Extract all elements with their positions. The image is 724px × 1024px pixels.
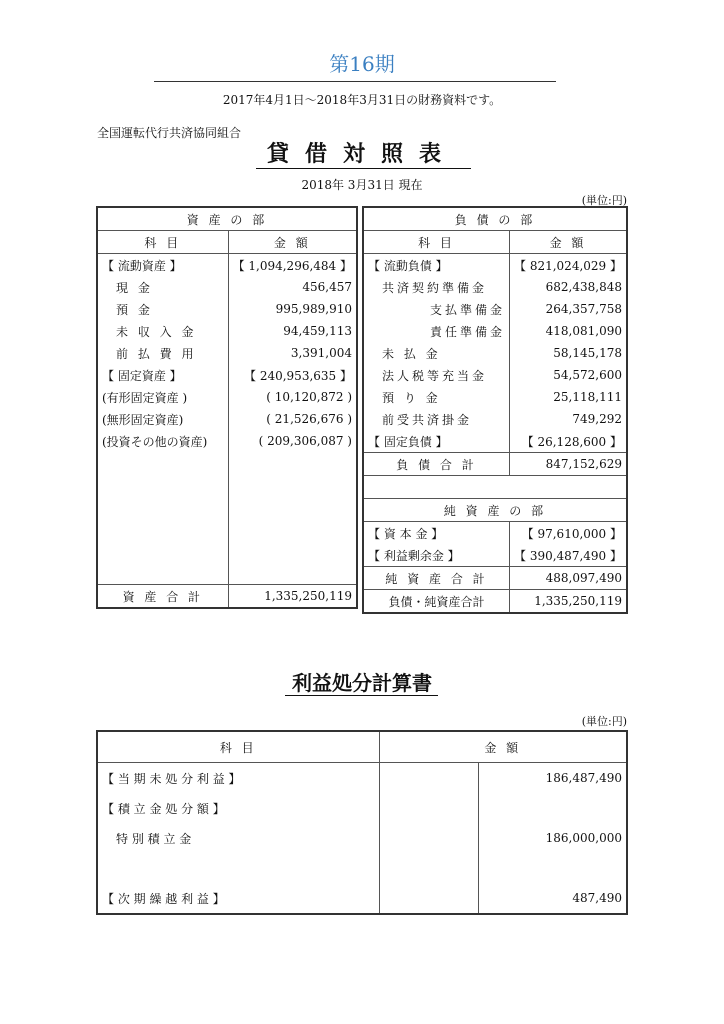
profit-appropriation-title-underline bbox=[285, 695, 438, 696]
row-label: 【 当 期 未 処 分 利 益 】 bbox=[102, 771, 241, 786]
row-label: 前 払 費 用 bbox=[97, 342, 228, 364]
row-label: (投資その他の資産) bbox=[97, 430, 228, 452]
row-amount: 54,572,600 bbox=[553, 368, 622, 382]
table-row bbox=[363, 320, 627, 342]
row-amount: 94,459,113 bbox=[283, 324, 352, 338]
table-row bbox=[363, 408, 627, 430]
row-amount: 25,118,111 bbox=[553, 390, 622, 404]
liab-net-total-row bbox=[363, 590, 627, 614]
row-label: 現 金 bbox=[97, 276, 228, 298]
row-label: 【 固定負債 】 bbox=[363, 430, 510, 453]
row-amount bbox=[478, 793, 627, 823]
row-amount: 58,145,178 bbox=[553, 346, 622, 360]
table-row bbox=[363, 364, 627, 386]
net-assets-total-label: 純 資 産 合 計 bbox=[363, 567, 510, 590]
table-row bbox=[97, 342, 357, 364]
pl-col-amount: 金 額 bbox=[379, 731, 627, 763]
row-label: 【 資 本 金 】 bbox=[363, 522, 510, 545]
balance-sheet-date: 2018年 3月31日 現在 bbox=[301, 178, 423, 192]
row-amount: ( 209,306,087 ) bbox=[258, 434, 352, 448]
row-amount: 749,292 bbox=[572, 412, 622, 426]
profit-appropriation-table bbox=[96, 730, 628, 915]
assets-col-item: 科 目 bbox=[97, 231, 228, 254]
row-label: 法人税等充当金 bbox=[363, 364, 510, 386]
liabilities-total-row bbox=[363, 453, 627, 476]
title-divider bbox=[154, 81, 556, 82]
table-row bbox=[363, 342, 627, 364]
liabilities-section-header: 負 債 の 部 bbox=[363, 207, 627, 231]
row-amount: 【 240,953,635 】 bbox=[244, 368, 352, 383]
row-amount: 3,391,004 bbox=[290, 346, 352, 360]
row-amount: 186,000,000 bbox=[545, 831, 622, 845]
row-label: 未 収 入 金 bbox=[97, 320, 228, 342]
pl-col-item: 科 目 bbox=[97, 731, 379, 763]
table-row bbox=[97, 320, 357, 342]
table-row bbox=[97, 763, 627, 794]
organization-name: 全国運転代行共済協同組合 bbox=[97, 126, 242, 140]
row-amount: ( 10,120,872 ) bbox=[266, 390, 352, 404]
liabilities-total-amount: 847,152,629 bbox=[510, 453, 627, 476]
term-title: 第16期 bbox=[329, 52, 395, 76]
table-row bbox=[97, 364, 357, 386]
assets-col-amount: 金 額 bbox=[228, 231, 357, 254]
table-row bbox=[363, 276, 627, 298]
table-row bbox=[363, 254, 627, 277]
row-amount: 186,487,490 bbox=[545, 771, 622, 785]
table-row bbox=[97, 793, 627, 823]
row-label: 【 流動資産 】 bbox=[97, 254, 228, 277]
table-row bbox=[97, 430, 357, 452]
table-row bbox=[97, 386, 357, 408]
row-label: 特 別 積 立 金 bbox=[116, 831, 192, 846]
table-row bbox=[363, 544, 627, 567]
row-amount bbox=[478, 853, 627, 883]
assets-total-row bbox=[97, 585, 357, 609]
table-row bbox=[97, 853, 627, 883]
row-amount: 【 26,128,600 】 bbox=[521, 434, 622, 449]
liabilities-col-item: 科 目 bbox=[363, 231, 510, 254]
table-row bbox=[363, 430, 627, 453]
row-amount: 【 1,094,296,484 】 bbox=[232, 258, 352, 273]
table-row bbox=[97, 298, 357, 320]
balance-sheet-unit: (単位:円) bbox=[581, 194, 627, 207]
net-assets-total-row bbox=[363, 567, 627, 590]
row-label: 共済契約準備金 bbox=[363, 276, 510, 298]
row-amount: 456,457 bbox=[302, 280, 352, 294]
table-row bbox=[97, 823, 627, 853]
balance-sheet-title: 貸借対照表 bbox=[266, 141, 457, 167]
row-label: 預 金 bbox=[97, 298, 228, 320]
row-amount: 【 390,487,490 】 bbox=[514, 548, 622, 563]
row-label: 【 利益剰余金 】 bbox=[363, 544, 510, 567]
liabilities-col-amount: 金 額 bbox=[510, 231, 627, 254]
net-assets-total-amount: 488,097,490 bbox=[510, 567, 627, 590]
table-row bbox=[363, 298, 627, 320]
row-label bbox=[97, 853, 379, 883]
row-amount: 264,357,758 bbox=[545, 302, 622, 316]
row-label: 【 次 期 繰 越 利 益 】 bbox=[102, 891, 225, 906]
assets-total-amount: 1,335,250,119 bbox=[228, 585, 357, 609]
liabilities-total-label: 負 債 合 計 bbox=[363, 453, 510, 476]
row-amount: 995,989,910 bbox=[275, 302, 352, 316]
table-row bbox=[363, 386, 627, 408]
row-label: 支払準備金 bbox=[363, 298, 510, 320]
profit-appropriation-title: 利益処分計算書 bbox=[292, 671, 432, 695]
row-label: 未 払 金 bbox=[363, 342, 510, 364]
liab-net-total-amount: 1,335,250,119 bbox=[510, 590, 627, 614]
row-label: (有形固定資産 ) bbox=[97, 386, 228, 408]
balance-sheet-title-underline bbox=[256, 168, 471, 169]
row-amount: ( 21,526,676 ) bbox=[266, 412, 352, 426]
liab-net-total-label: 負債・純資産合計 bbox=[363, 590, 510, 614]
row-label: 【 積 立 金 処 分 額 】 bbox=[102, 801, 225, 816]
table-row bbox=[97, 883, 627, 914]
table-row bbox=[97, 276, 357, 298]
row-label: 【 流動負債 】 bbox=[363, 254, 510, 277]
assets-total-label: 資 産 合 計 bbox=[97, 585, 228, 609]
row-amount: 【 821,024,029 】 bbox=[514, 258, 622, 273]
table-row bbox=[363, 522, 627, 545]
net-assets-section-header: 純 資 産 の 部 bbox=[363, 499, 627, 522]
row-label: 前受共済掛金 bbox=[363, 408, 510, 430]
table-row bbox=[97, 254, 357, 277]
assets-table bbox=[96, 206, 358, 609]
row-label: 責任準備金 bbox=[363, 320, 510, 342]
table-row bbox=[97, 408, 357, 430]
row-label: 【 固定資産 】 bbox=[97, 364, 228, 386]
liabilities-table bbox=[362, 206, 628, 614]
assets-section-header: 資 産 の 部 bbox=[97, 207, 357, 231]
row-amount: 【 97,610,000 】 bbox=[510, 522, 627, 545]
row-amount: 418,081,090 bbox=[545, 324, 622, 338]
row-label: 預 り 金 bbox=[363, 386, 510, 408]
row-amount: 682,438,848 bbox=[545, 280, 622, 294]
row-label: (無形固定資産) bbox=[97, 408, 228, 430]
row-amount: 487,490 bbox=[572, 891, 622, 905]
profit-appropriation-unit: (単位:円) bbox=[581, 715, 627, 728]
fiscal-period-note: 2017年4月1日～2018年3月31日の財務資料です。 bbox=[222, 93, 502, 107]
